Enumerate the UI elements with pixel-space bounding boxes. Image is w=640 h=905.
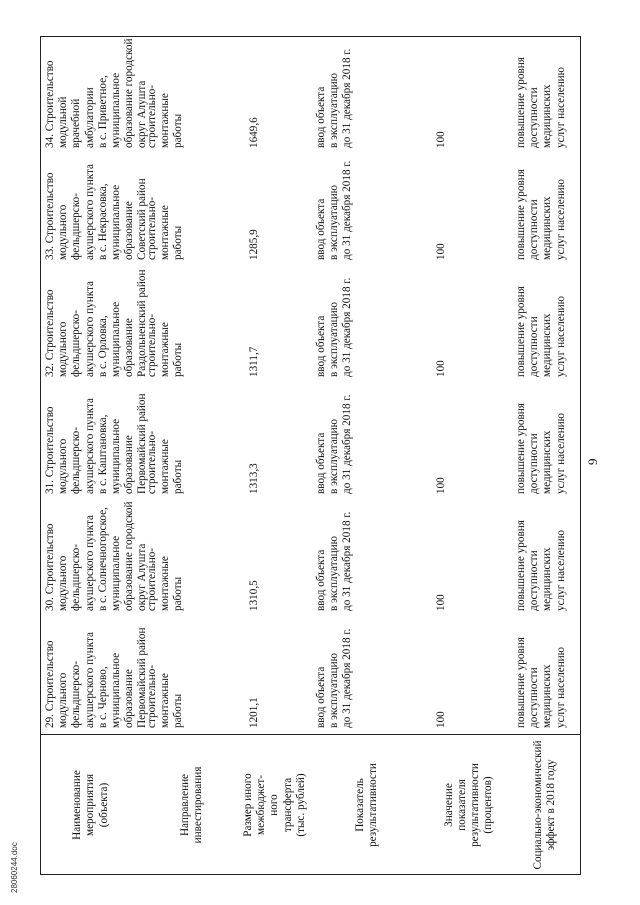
row-indicator: ввод объекта в эксплуатацию до 31 декабря 2018 г. [315,48,354,148]
row-indicator: ввод объекта в эксплуатацию до 31 декабря 2018 г. [315,394,354,494]
row-name: 30. Строительство модульного фельдшерско-акушерского пункта в с. Солнечногорское, муниципальное образование городской округ Алушта [44,501,149,611]
header-effect: Социально-экономический эффект в 2018 году [531,740,557,870]
row-effect: повышение уровня доступности медицинских услуг населению [515,169,567,260]
row-name: 33. Строительство модульного фельдшерско-акушерского пункта в с. Некрасовка, муниципальное образование Советский район [44,164,149,260]
row-indicator: ввод объекта в эксплуатацию до 31 декабря 2018 г. [315,511,354,611]
row-effect: повышение уровня доступности медицинских услуг населению [515,637,567,728]
row-effect: повышение уровня доступности медицинских услуг населению [515,520,567,611]
table-row [40,495,580,611]
row-size: 1285,9 [248,229,260,260]
table-border-bottom [580,37,581,875]
row-direction: строительно-монтажные работы [146,664,185,728]
header-size: Размер иного межбюджет- ного трансферта (тыс. рублей) [242,773,307,837]
table-row [40,38,580,148]
row-value: 100 [435,360,447,377]
row-direction: строительно-монтажные работы [146,547,185,611]
row-indicator: ввод объекта в эксплуатацию до 31 декабря 2018 г. [315,160,354,260]
row-size: 1311,7 [248,346,260,377]
row-value: 100 [435,711,447,728]
table-row [40,378,580,494]
row-name: 31. Строительство модульного фельдшерско-акушерского пункта в с. Каштановка, муниципальное образование Первомайский район [44,393,149,494]
row-size: 1201,1 [248,697,260,728]
header-direction: Направление инвестирования [178,766,204,844]
row-direction: строительно-монтажные работы [146,430,185,494]
row-name: 32. Строительство модульного фельдшерско-акушерского пункта в с. Орловка, муниципальное образование Раздольненский район [44,269,149,377]
row-value: 100 [435,243,447,260]
row-effect: повышение уровня доступности медицинских услуг населению [515,57,567,148]
row-size: 1649,6 [248,117,260,148]
row-name: 29. Строительство модульного фельдшерско-акушерского пункта в с. Черново, муниципальное образование Первомайский район [44,627,149,728]
table-border-left [40,874,581,875]
row-size: 1310,5 [248,580,260,611]
table-row [40,261,580,377]
header-indicator: Показатель результативности [353,763,379,847]
row-indicator: ввод объекта в эксплуатацию до 31 декабря 2018 г. [315,628,354,728]
table-row [40,150,580,260]
row-value: 100 [435,477,447,494]
row-effect: повышение уровня доступности медицинских услуг населению [515,286,567,377]
row-direction: строительно-монтажные работы [146,313,185,377]
row-size: 1313,3 [248,463,260,494]
table-border-right [40,36,581,37]
row-name: 34. Строительство модульной врачебной амбулатории в с. Приветное, муниципальное образование городской округ Алушта [44,38,149,148]
document-code: 28060244.doc [10,842,19,893]
table-row [40,612,580,728]
row-effect: повышение уровня доступности медицинских услуг населению [515,403,567,494]
row-direction: строительно-монтажные работы [146,84,185,148]
header-value: Значение показателя результативности (процентов) [442,763,495,847]
page-number: 9 [585,458,600,465]
row-indicator: ввод объекта в эксплуатацию до 31 декабря 2018 г. [315,277,354,377]
row-value: 100 [435,594,447,611]
header-name: Наименование мероприятия (объекта) [71,770,110,840]
row-value: 100 [435,131,447,148]
results-table [40,37,580,875]
column-divider [40,734,581,735]
row-direction: строительно-монтажные работы [146,196,185,260]
